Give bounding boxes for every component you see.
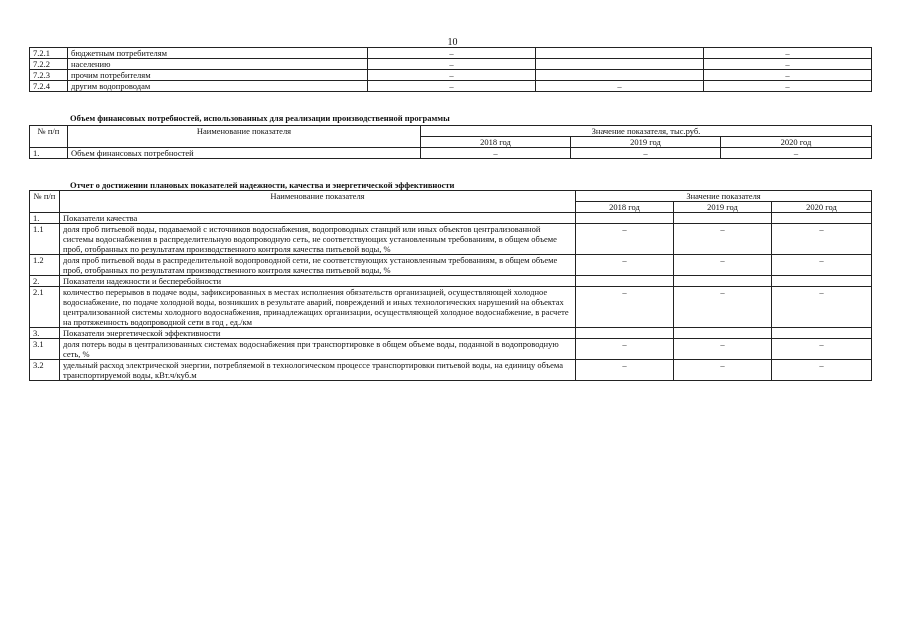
value-cell: –	[674, 339, 772, 360]
year-header: 2019 год	[674, 202, 772, 213]
header-number: № п/п	[30, 191, 60, 213]
section-row	[30, 276, 872, 287]
section-name: Показатели надежности и бесперебойности	[60, 276, 576, 287]
row-number: 3.	[30, 328, 60, 339]
value-cell: –	[674, 224, 772, 255]
table-row	[30, 48, 872, 59]
year-header: 2018 год	[421, 137, 571, 148]
value-cell: –	[368, 70, 536, 81]
table-header-row	[30, 126, 872, 137]
header-number: № п/п	[30, 126, 68, 148]
header-name: Наименование показателя	[68, 126, 421, 148]
value-cell	[536, 70, 704, 81]
row-number: 1.	[30, 148, 68, 159]
page-number: 10	[447, 37, 458, 48]
value-cell: –	[368, 59, 536, 70]
value-cell: –	[576, 255, 674, 276]
value-cell: –	[368, 81, 536, 92]
table-header-row	[30, 191, 872, 202]
value-cell: –	[772, 339, 872, 360]
value-cell: –	[674, 360, 772, 381]
section-row	[30, 328, 872, 339]
year-header: 2018 год	[576, 202, 674, 213]
row-number: 7.2.2	[30, 59, 68, 70]
finance-title: Объем финансовых потребностей, использованных для реализации производственной программы	[70, 113, 450, 123]
table-row	[30, 224, 872, 255]
row-name: другим водопроводам	[68, 81, 368, 92]
row-name: количество перерывов в подаче воды, зафиксированных в местах исполнения обязательств организацией, осуществляющей холодное водоснабжение, по подаче холодной воды, возникших в результате аварий, повреждений и иных технологических нарушений на объектах централизованной системы холодного водоснабжения, принадлежащих организации, осуществляющей холодное водоснабжение, в расчете на протяженность водопроводной сети в год , ед./км	[60, 287, 576, 328]
value-cell: –	[772, 360, 872, 381]
value-cell: –	[704, 70, 872, 81]
section-name: Показатели качества	[60, 213, 576, 224]
section-name: Показатели энергетической эффективности	[60, 328, 576, 339]
value-cell: –	[571, 148, 721, 159]
value-cell: –	[576, 360, 674, 381]
row-number: 3.2	[30, 360, 60, 381]
row-number: 7.2.3	[30, 70, 68, 81]
value-cell: –	[704, 59, 872, 70]
header-value: Значение показателя	[576, 191, 872, 202]
value-cell: –	[536, 81, 704, 92]
row-name: бюджетным потребителям	[68, 48, 368, 59]
section-row	[30, 213, 872, 224]
row-name: доля проб питьевой воды, подаваемой с источников водоснабжения, водопроводных станций или иных объектов централизованной системы водоснабжения в распределительную водопроводную сеть, не соответствующих установленным требованиям, в общем объеме проб, отобранных по результатам производственного контроля качества питьевой воды, %	[60, 224, 576, 255]
value-cell: –	[704, 81, 872, 92]
table-row	[30, 59, 872, 70]
row-name: населению	[68, 59, 368, 70]
row-number: 3.1	[30, 339, 60, 360]
table-row	[30, 81, 872, 92]
row-name: доля проб питьевой воды в распределительной водопроводной сети, не соответствующих установленным требованиям, в общем объеме проб, отобранных по результатам производственного контроля качества питьевой воды, %	[60, 255, 576, 276]
value-cell: –	[772, 287, 872, 328]
row-name: удельный расход электрической энергии, потребляемой в технологическом процессе транспортировки питьевой воды, на единицу объема транспортируемой воды, кВт.ч/куб.м	[60, 360, 576, 381]
table-row	[30, 255, 872, 276]
value-cell: –	[576, 224, 674, 255]
value-cell: –	[674, 255, 772, 276]
row-name: доля потерь воды в централизованных системах водоснабжения при транспортировке в общем объеме воды, поданной в водопроводную сеть, %	[60, 339, 576, 360]
table-row	[30, 70, 872, 81]
value-cell: –	[576, 339, 674, 360]
value-cell: –	[576, 287, 674, 328]
row-number: 1.	[30, 213, 60, 224]
table-row	[30, 148, 872, 159]
year-header: 2019 год	[571, 137, 721, 148]
table-row	[30, 360, 872, 381]
value-cell: –	[368, 48, 536, 59]
value-cell: –	[772, 255, 872, 276]
value-cell: –	[721, 148, 872, 159]
value-cell	[536, 48, 704, 59]
header-name: Наименование показателя	[60, 191, 576, 213]
table-row	[30, 339, 872, 360]
value-cell	[536, 59, 704, 70]
year-header: 2020 год	[772, 202, 872, 213]
report-title: Отчет о достижении плановых показателей надежности, качества и энергетической эффективности	[70, 180, 455, 190]
row-number: 1.1	[30, 224, 60, 255]
row-number: 7.2.1	[30, 48, 68, 59]
report-table	[29, 190, 872, 381]
table-row	[30, 287, 872, 328]
value-cell: –	[421, 148, 571, 159]
row-name: Объем финансовых потребностей	[68, 148, 421, 159]
finance-table	[29, 125, 872, 159]
row-number: 7.2.4	[30, 81, 68, 92]
row-number: 1.2	[30, 255, 60, 276]
row-name: прочим потребителям	[68, 70, 368, 81]
year-header: 2020 год	[721, 137, 872, 148]
value-cell: –	[704, 48, 872, 59]
row-number: 2.	[30, 276, 60, 287]
value-cell: –	[674, 287, 772, 328]
header-value: Значение показателя, тыс.руб.	[421, 126, 872, 137]
row-number: 2.1	[30, 287, 60, 328]
supply-table	[29, 47, 872, 92]
value-cell: –	[772, 224, 872, 255]
